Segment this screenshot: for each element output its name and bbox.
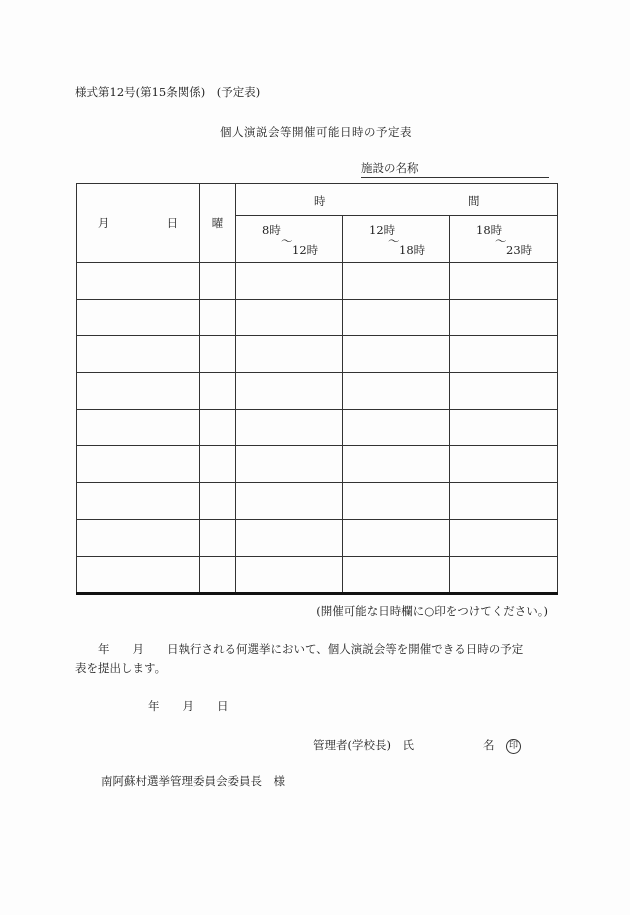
slot-header-afternoon: 12時 ～ 18時 (369, 223, 426, 257)
table-row (77, 373, 558, 410)
slot-cell[interactable] (343, 556, 450, 594)
slot-cell[interactable] (450, 446, 558, 483)
month-day-header (77, 184, 200, 263)
slot-cell[interactable] (450, 263, 558, 300)
date-cell[interactable] (77, 519, 200, 556)
slot-cell[interactable] (450, 336, 558, 373)
table-row (77, 483, 558, 520)
table-row (77, 263, 558, 300)
statement-line-2: 表を提出します。 (75, 661, 167, 675)
month-label: 月 (97, 216, 110, 230)
schedule-table (76, 183, 558, 595)
table-row (77, 446, 558, 483)
slot-cell[interactable] (343, 519, 450, 556)
document-title: 個人演説会等開催可能日時の予定表 (220, 125, 412, 139)
slot-cell[interactable] (343, 409, 450, 446)
seal-icon: 印 (506, 739, 521, 754)
date-cell[interactable] (77, 483, 200, 520)
slot-cell[interactable] (343, 483, 450, 520)
slot-cell[interactable] (343, 446, 450, 483)
date-cell[interactable] (77, 556, 200, 594)
slot-cell[interactable] (450, 483, 558, 520)
weekday-header: 曜 (200, 184, 236, 263)
day-label: 日 (166, 216, 179, 230)
table-row (77, 336, 558, 373)
table-row (77, 409, 558, 446)
slot-cell[interactable] (236, 556, 343, 594)
slot-cell[interactable] (236, 336, 343, 373)
date-cell[interactable] (77, 373, 200, 410)
date-cell[interactable] (77, 409, 200, 446)
weekday-cell[interactable] (200, 483, 236, 520)
date-cell[interactable] (77, 446, 200, 483)
time-header (236, 184, 558, 216)
signature-label: 管理者(学校長) 氏 名 (313, 738, 495, 752)
date-cell[interactable] (77, 299, 200, 336)
instruction-note: (開催可能な日時欄に○印をつけてください。) (316, 604, 548, 618)
slot-cell[interactable] (236, 446, 343, 483)
submission-date: 年 月 日 (148, 699, 229, 713)
table-row (77, 556, 558, 594)
weekday-cell[interactable] (200, 263, 236, 300)
slot-cell[interactable] (236, 519, 343, 556)
addressee: 南阿蘇村選挙管理委員会委員長 様 (101, 774, 285, 788)
slot-cell[interactable] (236, 299, 343, 336)
slot-header-evening: 18時 ～ 23時 (476, 223, 533, 257)
facility-name-field[interactable] (361, 160, 549, 178)
weekday-cell[interactable] (200, 519, 236, 556)
date-cell[interactable] (77, 263, 200, 300)
table-row (77, 519, 558, 556)
slot-cell[interactable] (236, 263, 343, 300)
slot-cell[interactable] (236, 373, 343, 410)
slot-cell[interactable] (450, 519, 558, 556)
weekday-cell[interactable] (200, 373, 236, 410)
form-number: 様式第12号(第15条関係) (予定表) (75, 85, 261, 99)
slot-cell[interactable] (450, 373, 558, 410)
slot-cell[interactable] (236, 483, 343, 520)
slot-cell[interactable] (343, 299, 450, 336)
slot-cell[interactable] (236, 409, 343, 446)
time-label-left: 時 (314, 194, 326, 208)
weekday-cell[interactable] (200, 556, 236, 594)
slot-cell[interactable] (450, 556, 558, 594)
date-cell[interactable] (77, 336, 200, 373)
weekday-cell[interactable] (200, 409, 236, 446)
signature-line (313, 737, 521, 754)
time-label-right: 間 (468, 194, 480, 208)
weekday-cell[interactable] (200, 299, 236, 336)
weekday-cell[interactable] (200, 446, 236, 483)
slot-cell[interactable] (450, 299, 558, 336)
slot-cell[interactable] (450, 409, 558, 446)
table-row (77, 299, 558, 336)
weekday-cell[interactable] (200, 336, 236, 373)
facility-label: 施設の名称 (361, 161, 419, 175)
slot-cell[interactable] (343, 336, 450, 373)
slot-cell[interactable] (343, 373, 450, 410)
slot-header-morning: 8時 ～ 12時 (262, 223, 319, 257)
statement-line-1: 年 月 日執行される何選挙において、個人演説会等を開催できる日時の予定 (75, 642, 524, 656)
slot-cell[interactable] (343, 263, 450, 300)
